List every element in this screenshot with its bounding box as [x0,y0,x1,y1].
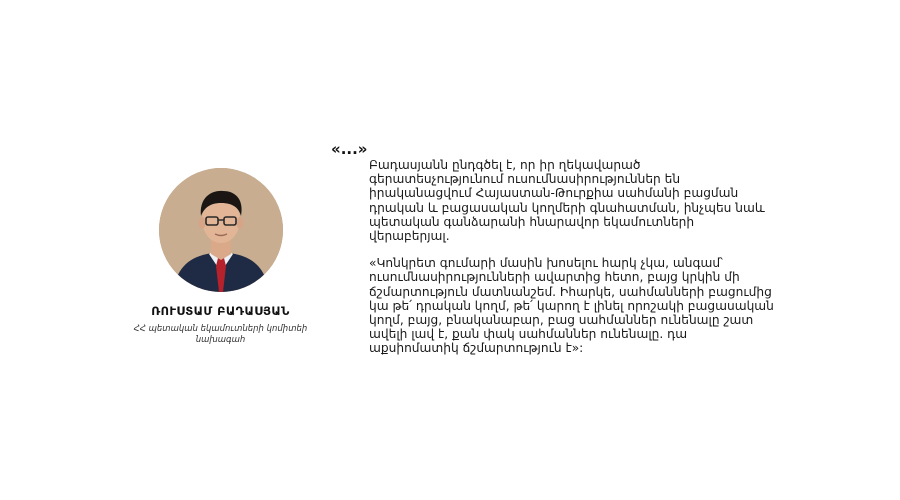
quote-paragraph-1: Բադասյանն ընդգծել է, որ իր ղեկավարած գերատեսչությունում ուսումնասիրություններ են իրականացվում Հայաստան-Թուրքիա սահմանի բացման դրական և բացասական կողմերի գնահատման, ինչպես նաև պետական գանձարանի հնարավոր եկամուտների վերաբերյալ. [369,158,765,244]
quote-mark: «...» [331,140,368,158]
quote-text [369,158,774,369]
speaker-profile [108,168,333,346]
speaker-name: ՌՈՒՍՏԱՄ ԲԱԴԱՍՅԱՆ [151,304,290,318]
portrait-photo [159,168,283,292]
avatar [159,168,283,292]
quote-paragraph-2: «Կոնկրետ գումարի մասին խոսելու հարկ չկա, անգամ՝ ուսումնասիրությունների ավարտից հետո, բայց կրկին մի ճշմարտություն մատնանշեմ. Իհարկե, սահմանների բացումից կա թե՛ դրական կողմ, թե՛ կարող է լինել որոշակի բացասական կողմ, բայց, բնականաբար, բաց սահմաններ ունենալը շատ ավելի լավ է, քան փակ սահմաններ ունենալը. դա աքսիոմատիկ ճշմարտություն է»: [369,256,774,356]
speaker-role: ՀՀ պետական եկամուտների կոմիտեի նախագահ [133,324,308,345]
